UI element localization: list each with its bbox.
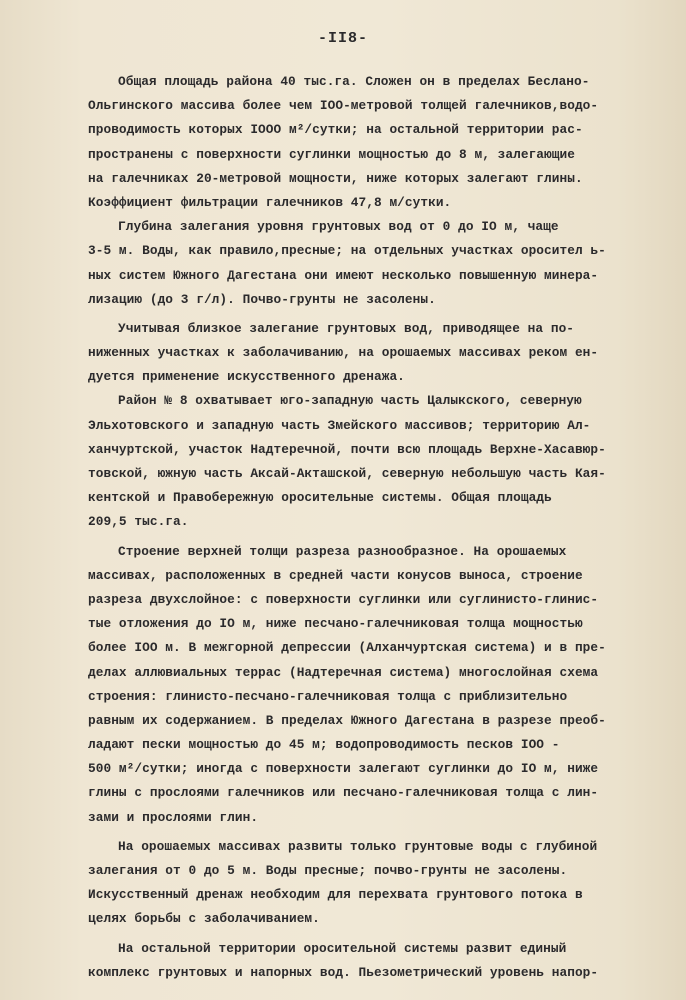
paragraph-4 xyxy=(88,389,668,534)
text-line: Учитывая близкое залегание грунтовых вод, приводящее на по- xyxy=(118,320,575,336)
text-line: Коэффициент фильтрации галечников 47,8 м/сутки. xyxy=(88,194,452,210)
text-line: равным их содержанием. В пределах Южного Дагестана в разрезе преоб- xyxy=(88,712,606,728)
paragraph-6 xyxy=(88,835,668,932)
paragraph-7 xyxy=(88,937,668,985)
text-line: лизацию (до 3 г/л). Почво-грунты не засолены. xyxy=(88,291,436,307)
text-line: ниженных участках к заболачиванию, на орошаемых массивах реком ен- xyxy=(88,345,599,361)
paragraph-2 xyxy=(88,215,668,312)
text-line: товской, южную часть Аксай-Акташской, северную небольшую часть Кая- xyxy=(88,466,606,481)
page-number: -II8- xyxy=(317,30,368,47)
text-line: разреза двухслойное: с поверхности суглинки или суглинисто-глинис- xyxy=(88,591,599,607)
text-line: На орошаемых массивах развиты только грунтовые воды с глубиной xyxy=(118,838,598,854)
text-line: Общая площадь района 40 тыс.га. Сложен он в пределах Беслано- xyxy=(118,74,590,89)
text-line: ных систем Южного Дагестана они имеют несколько повышенную минера- xyxy=(88,267,599,283)
text-line: 209,5 тыс.га. xyxy=(88,514,189,530)
text-line: зами и прослоями глин. xyxy=(88,809,259,825)
text-line: делах аллювиальных террас (Надтеречная система) многослойная схема xyxy=(88,664,599,680)
text-line: Искусственный дренаж необходим для перехвата грунтового потока в xyxy=(88,887,583,903)
text-line: Эльхотовского и западную часть Змейского массивов; территорию Ал- xyxy=(88,417,591,433)
text-line: на галечниках 20-метровой мощности, ниже которых залегают глины. xyxy=(88,170,583,186)
text-line: 3-5 м. Воды, как правило,пресные; на отдельных участках оросител ь- xyxy=(88,243,606,259)
text-line: комплекс грунтовых и напорных вод. Пьезометрический уровень напор- xyxy=(88,964,599,980)
text-line: Глубина залегания уровня грунтовых вод от 0 до IO м, чаще xyxy=(118,219,559,235)
text-line: глины с прослоями галечников или песчано-галечниковая толща с лин- xyxy=(88,785,599,801)
text-line: целях борьбы с заболачиванием. xyxy=(88,911,320,927)
text-line: кентской и Правобережную оросительные системы. Общая площадь xyxy=(88,490,552,506)
text-line: ладают пески мощностью до 45 м; водопроводимость песков IOO - xyxy=(88,737,560,753)
text-line: Район № 8 охватывает юго-западную часть Цалыкского, северную xyxy=(118,393,582,409)
text-line: залегания от 0 до 5 м. Воды пресные; почво-грунты не засолены. xyxy=(88,863,568,878)
text-line: Строение верхней толщи разреза разнообразное. На орошаемых xyxy=(118,543,567,559)
text-line: более IOO м. В межгорной депрессии (Алханчуртская система) и в пре- xyxy=(88,640,606,656)
paragraph-5 xyxy=(88,540,668,830)
text-line: проводимость которых IOOO м²/сутки; на остальной территории рас- xyxy=(88,122,583,138)
text-line: 500 м²/сутки; иногда с поверхности залегают суглинки до IO м, ниже xyxy=(88,761,599,777)
text-line: На остальной территории оросительной системы развит единый xyxy=(118,940,567,956)
text-line: Ольгинского массива более чем IOO-метровой толщей галечников,водо- xyxy=(88,98,599,114)
text-line: ханчуртской, участок Надтеречной, почти всю площадь Верхне-Хасавюр- xyxy=(88,441,606,457)
paragraph-1 xyxy=(88,70,668,215)
text-line: тые отложения до IO м, ниже песчано-галечниковая толща мощностью xyxy=(88,616,583,632)
text-line: строения: глинисто-песчано-галечниковая толща с приблизительно xyxy=(88,688,568,704)
text-line: массивах, расположенных в средней части конусов выноса, строение xyxy=(88,567,583,583)
paragraph-3 xyxy=(88,317,668,390)
text-line: дуется применение искусственного дренажа. xyxy=(88,369,405,385)
body-text xyxy=(88,70,668,985)
text-line: пространены с поверхности суглинки мощностью до 8 м, залегающие xyxy=(88,146,575,162)
